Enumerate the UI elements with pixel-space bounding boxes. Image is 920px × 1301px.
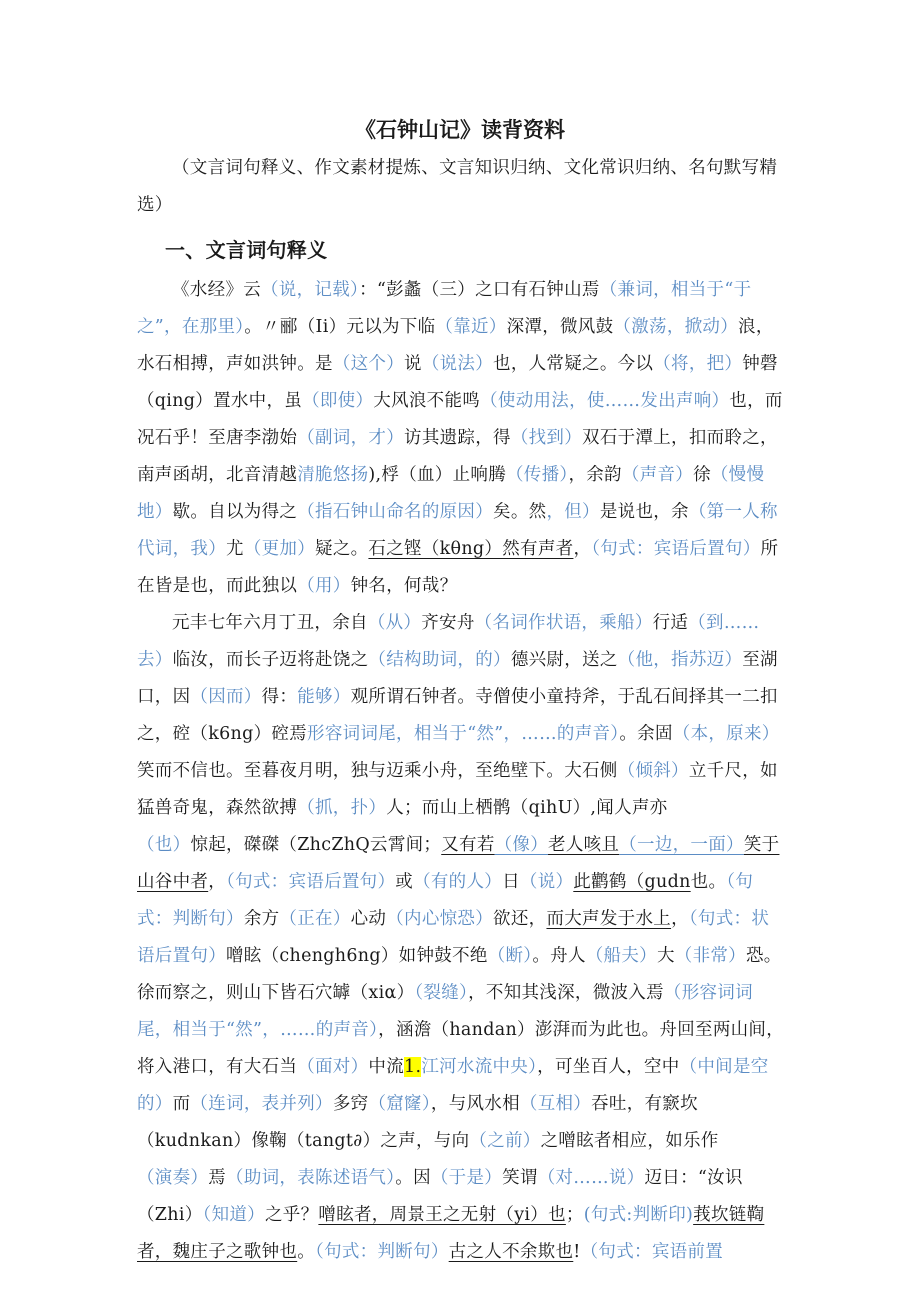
text-run: 深潭，微风鼓	[506, 317, 614, 337]
text-run: 日	[502, 872, 520, 892]
annotation: （船夫）	[585, 946, 657, 966]
text-run: 钟名，何哉？	[350, 576, 458, 596]
text-run: 恐。徐而察之，则山下皆石穴罅（xiα）	[137, 946, 782, 1003]
text-run: 老人咳且	[548, 835, 620, 855]
annotation: 形容词词尾，相当于“然”，……的声音）	[307, 724, 620, 744]
text-run: 古之人不余欺也	[448, 1242, 574, 1262]
annotation: （将，把）	[653, 354, 743, 374]
text-run: 立千尺，如猛兽奇鬼，森然欲搏	[137, 761, 778, 818]
text-run: 1.	[404, 1057, 422, 1077]
text-run: 所在皆是也，而此独以	[137, 539, 779, 596]
text-run: 而	[172, 1094, 191, 1114]
text-run: 。因	[395, 1168, 431, 1188]
annotation: （连词，表并列）	[190, 1094, 333, 1114]
page-title: 《石钟山记》读背资料	[355, 118, 565, 142]
text-run: 欲还，	[493, 909, 547, 929]
text-run: 。	[297, 1242, 316, 1262]
annotation: （靠近）	[435, 317, 507, 337]
annotation: （用）	[297, 576, 351, 596]
text-run: 也。	[690, 872, 727, 892]
annotation: （形容词词尾，相当于“然”，……的声音）	[137, 983, 753, 1040]
annotation: （结构助词，的）	[368, 650, 511, 670]
text-run: ，	[671, 909, 689, 929]
paragraph-2	[137, 605, 785, 827]
text-run: 噌眩（chengh6ng）如钟鼓不绝	[226, 946, 488, 966]
annotation: （断）	[487, 946, 533, 966]
text-run: 此鹳鹤（gudn	[573, 872, 691, 892]
annotation: （他，指苏迈）	[617, 650, 743, 670]
annotation: （本，原来）	[672, 724, 780, 744]
text-run: 得：	[261, 687, 298, 707]
text-run: 惊起，磔磔（ZhcZhQ云霄间；	[190, 835, 442, 855]
annotation: （中间是空的）	[137, 1057, 769, 1114]
annotation: （兼词，相当于“于之”，在那里）	[137, 280, 752, 337]
annotation: （正在）	[279, 909, 351, 929]
text-run: ；	[565, 1205, 584, 1225]
annotation: （这个）	[332, 354, 405, 374]
text-run: 《水经》云	[172, 280, 261, 300]
annotation: （抓，扑）	[297, 798, 387, 818]
annotation: （句式：判断句）	[315, 1242, 449, 1262]
text-run: 钟磬（qing）置水中，虽	[137, 354, 778, 411]
text-run: 笑而不信也。至暮夜月明，独与迈乘小舟，至绝壁下。大石侧	[137, 761, 618, 781]
annotation: （倾斜）	[617, 761, 689, 781]
text-run: 。余固	[619, 724, 673, 744]
text-run: 也，人常疑之。今以	[493, 354, 654, 374]
document-body	[137, 150, 785, 1271]
annotation: （内心惊恐）	[386, 909, 494, 929]
annotation: （之前）	[469, 1131, 541, 1151]
annotation: （慢慢地）	[137, 465, 765, 522]
annotation: （名词作状语，乘船）	[474, 613, 653, 633]
paragraph-3	[137, 827, 785, 1271]
text-run: 余方	[243, 909, 280, 929]
annotation: （因而）	[190, 687, 262, 707]
text-run: ，余韵	[568, 465, 622, 485]
text-run: 徐	[693, 465, 711, 485]
text-run: 双石于潭上，扣而聆之，南声函胡，北音清越	[137, 428, 778, 485]
text-run: 大风浪不能鸣	[373, 391, 481, 411]
text-run: 元丰七年六月丁丑，余自	[172, 613, 368, 633]
text-run: 焉	[208, 1168, 227, 1188]
text-run: 大	[656, 946, 675, 966]
text-run: 多窍	[332, 1094, 369, 1114]
annotation: （句式：宾语前置	[580, 1242, 724, 1262]
text-run: ，涵澹（handan）澎湃而为此也。舟回至两山间，将入港口，有大石当	[137, 1020, 785, 1077]
text-run: 笑谓	[502, 1168, 538, 1188]
text-run: 又有若	[441, 835, 495, 855]
annotation: （像）	[494, 835, 549, 855]
text-run: 莪坎链鞫者，魏庄子之歌钟也	[137, 1205, 765, 1262]
annotation: （使动用法，使……发出声响）	[480, 391, 730, 411]
text-run: 人；而山上栖鹘（qihU）,闻人声亦	[386, 798, 668, 818]
annotation: （说法）	[421, 354, 494, 374]
annotation: （面对）	[297, 1057, 369, 1077]
text-run: 之乎？	[264, 1205, 319, 1225]
annotation: （句式：判断句）	[137, 872, 754, 929]
text-run: ，	[208, 872, 227, 892]
annotation: （说，记载）	[261, 280, 360, 300]
annotation: （演奏）	[137, 1168, 209, 1188]
annotation: （一边，一面）	[619, 835, 744, 855]
annotation: （句式：宾语后置句）	[226, 872, 396, 892]
text-run: 尤	[226, 539, 244, 559]
annotation: （知道）	[202, 1205, 265, 1225]
text-run: 之噌眩者相应，如乐作	[540, 1131, 719, 1151]
annotation: （到……去）	[137, 613, 760, 670]
text-run: 也，而况石乎！至唐李渤始	[137, 391, 783, 448]
text-run: ，与风水相	[430, 1094, 520, 1114]
text-run: 德兴尉，送之	[510, 650, 618, 670]
annotation: （从）	[367, 613, 422, 633]
annotation: （非常）	[674, 946, 746, 966]
text-run: ),桴（血）止响腾	[368, 465, 506, 485]
text-run: 或	[395, 872, 414, 892]
annotation: （第一人称代词，我）	[137, 502, 778, 559]
annotation: 江河水流中央）	[421, 1057, 538, 1077]
paragraph-1	[137, 272, 785, 605]
text-run: 歇。自以为得之	[172, 502, 298, 522]
text-run: 噌眩者，周景王之无射（yi）也	[318, 1205, 566, 1225]
text-run: 齐安舟	[421, 613, 475, 633]
text-run: 石之铿（kθng）然有声者	[368, 539, 574, 559]
annotation: 能够）	[297, 687, 351, 707]
text-run: 至湖口，因	[137, 650, 778, 707]
annotation: （即使）	[302, 391, 374, 411]
text-run: 矣。然	[493, 502, 547, 522]
annotation: （激荡，掀动）	[613, 317, 739, 337]
text-run: 中流	[368, 1057, 405, 1077]
annotation: （指石钟山命名的原因）	[297, 502, 494, 522]
text-run: ，	[573, 539, 592, 559]
annotation: （窟窿）	[368, 1094, 431, 1114]
text-run: 说	[404, 354, 422, 374]
text-run: 行适	[652, 613, 689, 633]
annotation: （传播）	[506, 465, 569, 485]
annotation: （说）	[519, 872, 574, 892]
annotation: （副词，才）	[297, 428, 405, 448]
annotation: （声音）	[621, 465, 694, 485]
annotation: （裂缝）	[414, 983, 469, 1003]
text-run: 浪，水石相搏，声如洪钟。是	[137, 317, 774, 374]
text-run: 是说也，余	[599, 502, 689, 522]
annotation: ，但）	[546, 502, 600, 522]
text-run: 观所谓石钟者。寺僧使小童持斧，于乱石间择其一二扣之，硿（k6ng）硿焉	[137, 687, 778, 744]
annotation: (句式:判断印)	[583, 1205, 694, 1225]
annotation: （找到）	[510, 428, 583, 448]
text-run: 迈日：“汝识（Zhi）	[137, 1168, 743, 1225]
text-run: !	[573, 1242, 581, 1262]
text-run: 吞吐，有窾坎（kudnkan）像鞠（tangt∂）之声，与向	[137, 1094, 698, 1151]
annotation: （对……说）	[537, 1168, 645, 1188]
annotation: （句式：宾语后置句）	[591, 539, 761, 559]
text-run: 而大声发于水上	[546, 909, 672, 929]
annotation: （互相）	[519, 1094, 592, 1114]
text-run: 笑于山谷中者	[137, 835, 780, 892]
text-run: 临汝，而长子迈将赴饶之	[172, 650, 369, 670]
text-run: 。〃郦（Ii）元以为下临	[244, 317, 436, 337]
annotation: （也）	[137, 835, 191, 855]
annotation: （更加）	[243, 539, 316, 559]
annotation: （句式：状语后置句）	[137, 909, 770, 966]
annotation: （有的人）	[413, 872, 503, 892]
text-run: ，不知其浅深，微波入焉	[468, 983, 664, 1003]
text-run: 心动	[350, 909, 387, 929]
annotation: 清脆悠扬	[297, 465, 369, 485]
text-run: 访其遗踪，得	[404, 428, 511, 448]
text-run: 疑之。	[315, 539, 369, 559]
text-run: ，可坐百人，空中	[537, 1057, 680, 1077]
section-heading: 一、文言词句释义	[165, 238, 328, 262]
text-run: 。舟人	[532, 946, 586, 966]
annotation: （于是）	[430, 1168, 503, 1188]
subtitle: （文言词句释义、作文素材提炼、文言知识归纳、文化常识归纳、名句默写精选）	[137, 158, 778, 215]
annotation: （助词，表陈述语气）	[226, 1168, 396, 1188]
text-run: ：“彭蠡（三）之口有石钟山焉	[359, 280, 600, 300]
